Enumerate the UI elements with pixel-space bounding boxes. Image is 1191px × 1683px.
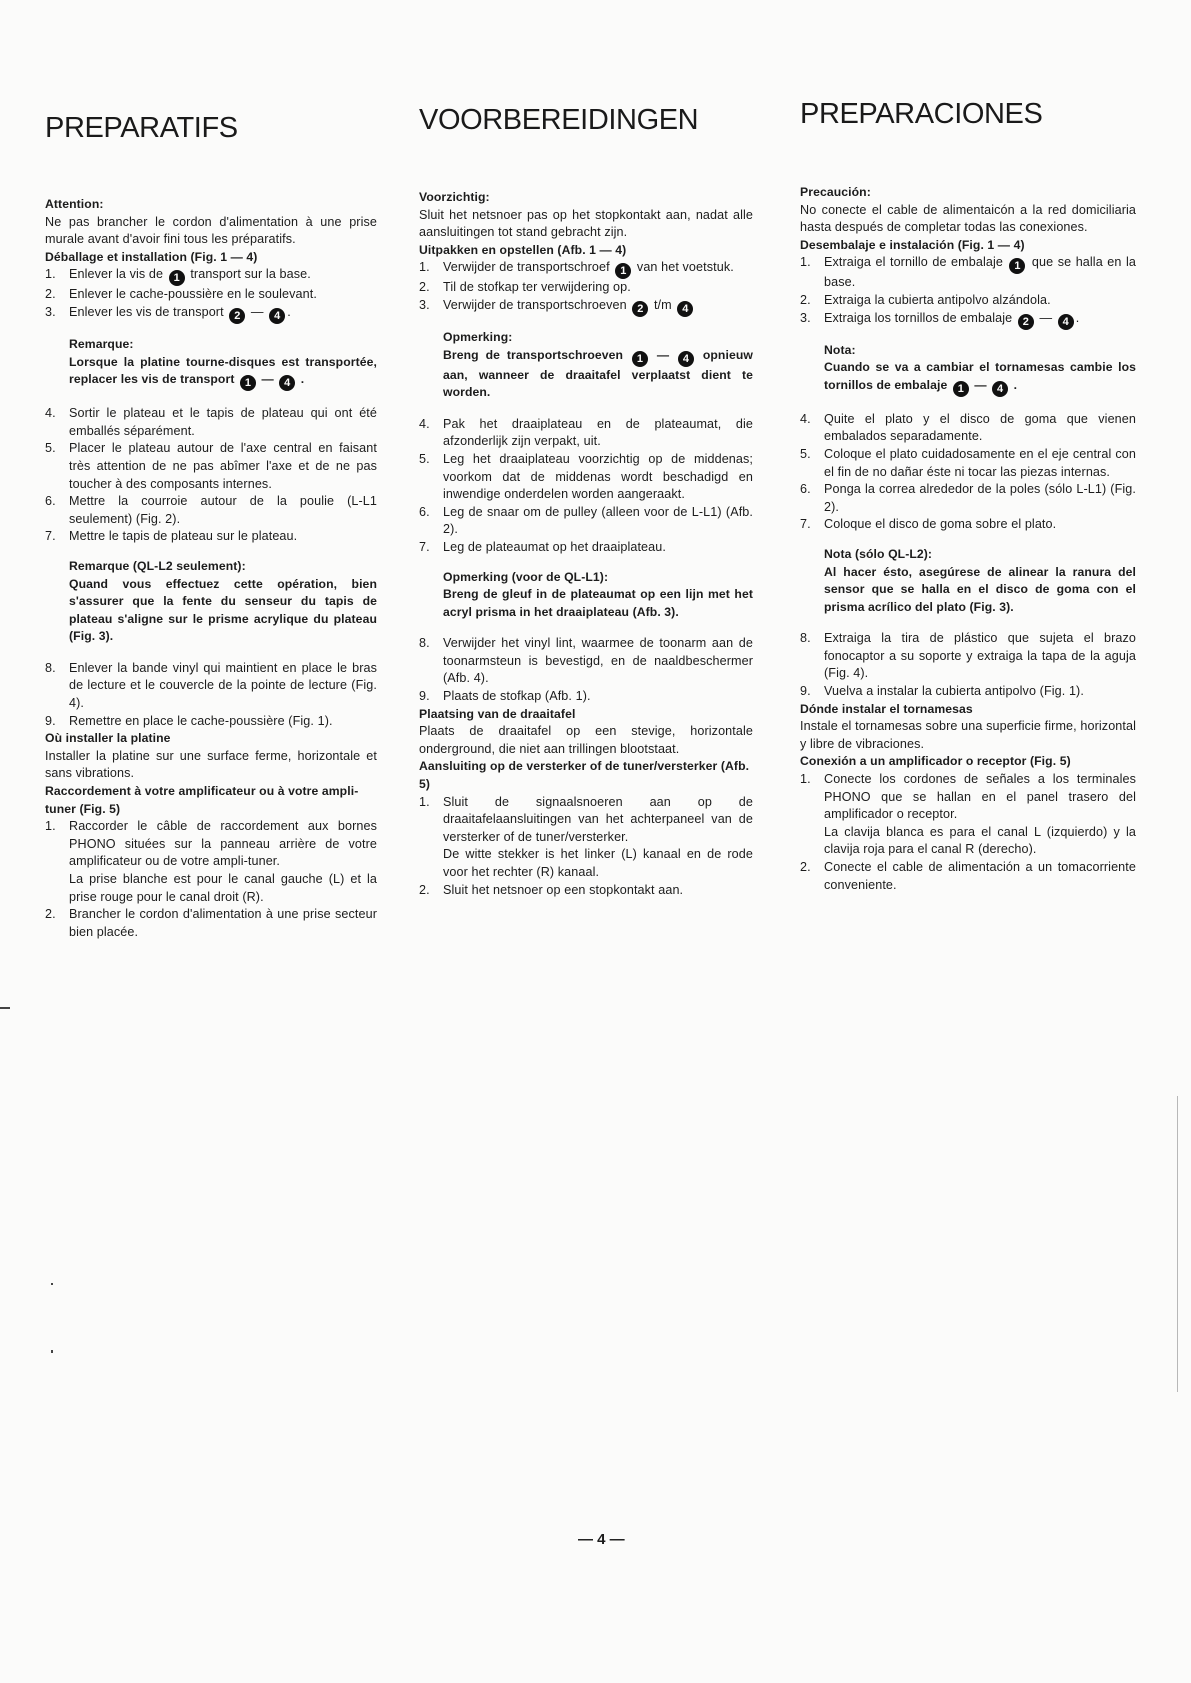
connection-steps <box>45 818 377 941</box>
section-title: PREPARACIONES <box>800 98 1043 130</box>
list-item: 4. Sortir le plateau et le tapis de plateau qui ont été emballés séparément. <box>45 406 377 438</box>
remark-text: Quand vous effectuez cette opération, bien s'assurer que la fente du senseur du tapis de plateau s'aligne sur le prisme acrylique du plateau (Fig. 3). <box>69 576 377 644</box>
number-badge-icon: 1 <box>953 381 969 397</box>
list-item: 1. Sluit de signaalsnoeren aan op de draaitafelaansluitingen van het achterpaneel van de versterker of de tuner/versterker. De witte stekker is het linker (L) kanaal en de rode voor het rechter (R) kanaal. <box>419 794 753 879</box>
placement-heading: Dónde instalar el tornamesas <box>800 701 973 716</box>
remark-title: Nota (sólo QL-L2): <box>824 546 933 561</box>
number-badge-icon: 4 <box>269 308 285 324</box>
connection-heading: Aansluiting op de versterker of de tuner/versterker (Afb. 5) <box>419 759 750 792</box>
number-badge-icon: 4 <box>279 375 295 391</box>
list-item: 8. Enlever la bande vinyl qui maintient en place le bras de lecture et le couvercle de la pointe de lecture (Fig. 4). <box>45 660 377 711</box>
connection-heading: Raccordement à votre amplificateur ou à votre ampli-tuner (Fig. 5) <box>45 784 359 816</box>
list-item: 2. Enlever le cache-poussière en le soulevant. <box>45 287 317 302</box>
remark-title: Remarque (QL-L2 seulement): <box>69 558 246 573</box>
remark-title: Remarque: <box>69 336 134 351</box>
remark-title: Nota: <box>824 342 856 357</box>
list-item: 7. Coloque el disco de goma sobre el plato. <box>800 517 1057 532</box>
list-item: 5. Placer le plateau autour de l'axe central en faisant très attention de ne pas abîmer l'axe et de ne pas toucher à des composants internes. <box>45 441 377 491</box>
list-item: 2. Conecte el cable de alimentación a un tomacorriente conveniente. <box>800 860 1136 892</box>
list-item: 2. Extraiga la cubierta antipolvo alzándola. <box>800 292 1051 307</box>
number-badge-icon: 1 <box>615 263 631 279</box>
remark-text: Lorsque la platine tourne-disques est transportée, replacer les vis de transport 1 — 4 . <box>69 354 377 390</box>
placement-text: Plaats de draaitafel op een stevige, horizontale onderground, die niet aan trillingen blootstaat. <box>419 724 753 756</box>
section-body <box>800 184 1136 894</box>
unpacking-heading: Déballage et installation (Fig. 1 — 4) <box>45 249 258 264</box>
remark-box <box>443 329 753 402</box>
number-badge-icon: 4 <box>678 351 694 367</box>
unpacking-steps <box>419 259 753 317</box>
section-title: VOORBEREIDINGEN <box>419 104 699 136</box>
list-item: 3. Enlever les vis de transport 2 — 4 . <box>45 304 291 322</box>
number-badge-icon: 1 <box>632 351 648 367</box>
section-title: PREPARATIFS <box>45 112 238 144</box>
unpacking-heading: Desembalaje e instalación (Fig. 1 — 4) <box>800 237 1025 252</box>
list-item: 1. Raccorder le câble de raccordement aux bornes PHONO situées sur la panneau arrière de votre amplificateur ou de votre ampli-tuner. La prise blanche est pour le canal gauche (L) et la prise rouge pour le canal droit (R). <box>45 819 377 904</box>
remark-box <box>824 546 1136 616</box>
connection-steps <box>800 771 1136 894</box>
number-badge-icon: 2 <box>632 301 648 317</box>
list-item: 9. Plaats de stofkap (Afb. 1). <box>419 689 591 704</box>
list-item: 8. Verwijder het vinyl lint, waarmee de toonarm aan de toonarmsteun is bevestigd, en de naaldbeschermer (Afb. 4). <box>419 636 753 686</box>
number-badge-icon: 4 <box>1058 314 1074 330</box>
number-badge-icon: 4 <box>677 301 693 317</box>
finishing-steps <box>800 630 1136 700</box>
placement-heading: Plaatsing van de draaitafel <box>419 706 576 721</box>
list-item: 1. Extraiga el tornillo de embalaje 1 que se halla en la base. <box>800 255 1136 290</box>
placement-heading: Où installer la platine <box>45 731 171 746</box>
unpacking-heading: Uitpakken en opstellen (Afb. 1 — 4) <box>419 242 627 257</box>
list-item: 4. Pak het draaiplateau en de plateaumat, die afzonderlijk zijn verpakt, uit. <box>419 416 753 449</box>
installation-steps <box>45 405 377 546</box>
placement-text: Installer la platine sur une surface ferme, horizontale et sans vibrations. <box>45 748 377 781</box>
attention-heading: Voorzichtig: <box>419 190 490 204</box>
section-body <box>419 189 753 899</box>
scan-mark <box>51 1350 53 1353</box>
unpacking-steps <box>45 266 377 324</box>
installation-steps <box>419 416 753 557</box>
number-badge-icon: 1 <box>1009 258 1025 274</box>
finishing-steps <box>419 635 753 705</box>
attention-text: No conecte el cable de alimentaicón a la red domiciliaria hasta después de completar todas las conexiones. <box>800 202 1136 235</box>
remark-box <box>824 342 1136 397</box>
remark-box <box>69 336 377 391</box>
number-badge-icon: 1 <box>240 375 256 391</box>
list-item: 6. Ponga la correa alrededor de la poles (sólo L-L1) (Fig. 2). <box>800 482 1136 514</box>
list-item: 5. Leg het draaiplateau voorzichtig op de middenas; voorkom dat de middenas wordt beschadigd en inwendige onderdelen worden aangeraakt. <box>419 451 753 502</box>
list-item: 7. Mettre le tapis de plateau sur le plateau. <box>45 529 298 544</box>
remark-text: Breng de gleuf in de plateaumat op een lijn met het acryl prisma in het draaiplateau (Afb. 3). <box>443 587 753 619</box>
unpacking-steps <box>800 254 1136 329</box>
installation-steps <box>800 411 1136 534</box>
list-item: 2. Til de stofkap ter verwijdering op. <box>419 280 631 295</box>
remark-text: Al hacer ésto, asegúrese de alinear la ranura del sensor que se halla en el disco de goma con el prisma acrílico del plato (Fig. 3). <box>824 564 1136 614</box>
connection-heading: Conexión a un amplificador o receptor (Fig. 5) <box>800 754 1071 769</box>
remark-text: Cuando se va a cambiar el tornamesas cambie los tornillos de embalaje 1 — 4 . <box>824 360 1136 395</box>
attention-text: Sluit het netsnoer pas op het stopkontakt aan, nadat alle aansluitingen tot stand gebracht zijn. <box>419 207 753 240</box>
remark-box <box>443 569 753 622</box>
scan-mark <box>0 1007 10 1009</box>
number-badge-icon: 2 <box>229 308 245 324</box>
list-item: 3. Verwijder de transportschroeven 2 t/m 4 <box>419 297 753 317</box>
list-item: 2. Sluit het netsnoer op een stopkontakt aan. <box>419 882 684 897</box>
remark-box <box>69 558 377 646</box>
list-item: 1. Enlever la vis de 1 transport sur la base. <box>45 267 311 285</box>
remark-text: Breng de transportschroeven 1 — 4 opnieuw aan, wanneer de draaitafel verplaatst dient te worden. <box>443 347 753 400</box>
list-item: 6. Leg de snaar om de pulley (alleen voor de L-L1) (Afb. 2). <box>419 504 753 537</box>
connection-steps <box>419 794 753 900</box>
list-item: 6. Mettre la courroie autour de la poulie (L-L1 seulement) (Fig. 2). <box>45 494 377 526</box>
scan-mark <box>51 1283 53 1285</box>
list-item: 9. Vuelva a instalar la cubierta antipolvo (Fig. 1). <box>800 684 1084 699</box>
number-badge-icon: 1 <box>169 270 185 286</box>
scan-edge-line <box>1177 1096 1178 1392</box>
attention-heading: Precaución: <box>800 185 871 199</box>
attention-heading: Attention: <box>45 197 104 211</box>
list-item: 5. Coloque el plato cuidadosamente en el eje central con el fin de no dañar éste ni tocar las piezas internas. <box>800 446 1136 479</box>
remark-title: Opmerking (voor de QL-L1): <box>443 569 609 584</box>
list-item: 1. Verwijder de transportschroef 1 van het voetstuk. <box>419 260 734 278</box>
number-badge-icon: 2 <box>1018 314 1034 330</box>
remark-title: Opmerking: <box>443 329 513 344</box>
list-item: 9. Remettre en place le cache-poussière (Fig. 1). <box>45 713 333 728</box>
list-item: 2. Brancher le cordon d'alimentation à une prise secteur bien placée. <box>45 907 377 939</box>
list-item: 8. Extraiga la tira de plástico que sujeta el brazo fonocaptor a su soporte y extraiga la tapa de la aguja (Fig. 4). <box>800 631 1136 681</box>
finishing-steps <box>45 660 377 730</box>
list-item: 7. Leg de plateaumat op het draaiplateau. <box>419 539 666 554</box>
list-item: 4. Quite el plato y el disco de goma que vienen embalados separadamente. <box>800 411 1136 444</box>
list-item: 3. Extraiga los tornillos de embalaje 2 — 4 . <box>800 310 1080 328</box>
number-badge-icon: 4 <box>992 381 1008 397</box>
placement-text: Instale el tornamesas sobre una superficie firme, horizontal y libre de vibraciones. <box>800 719 1136 751</box>
list-item: 1. Conecte los cordones de señales a los terminales PHONO que se hallan en el panel trasero del amplificador o receptor. La clavija blanca es para el canal L (izquierdo) y la clavija roja para el canal R (derecho). <box>800 772 1136 857</box>
page-number: — 4 — <box>578 1531 625 1548</box>
section-body <box>45 196 377 941</box>
attention-text: Ne pas brancher le cordon d'alimentation à une prise murale avant d'avoir fini tous les préparatifs. <box>45 214 377 247</box>
